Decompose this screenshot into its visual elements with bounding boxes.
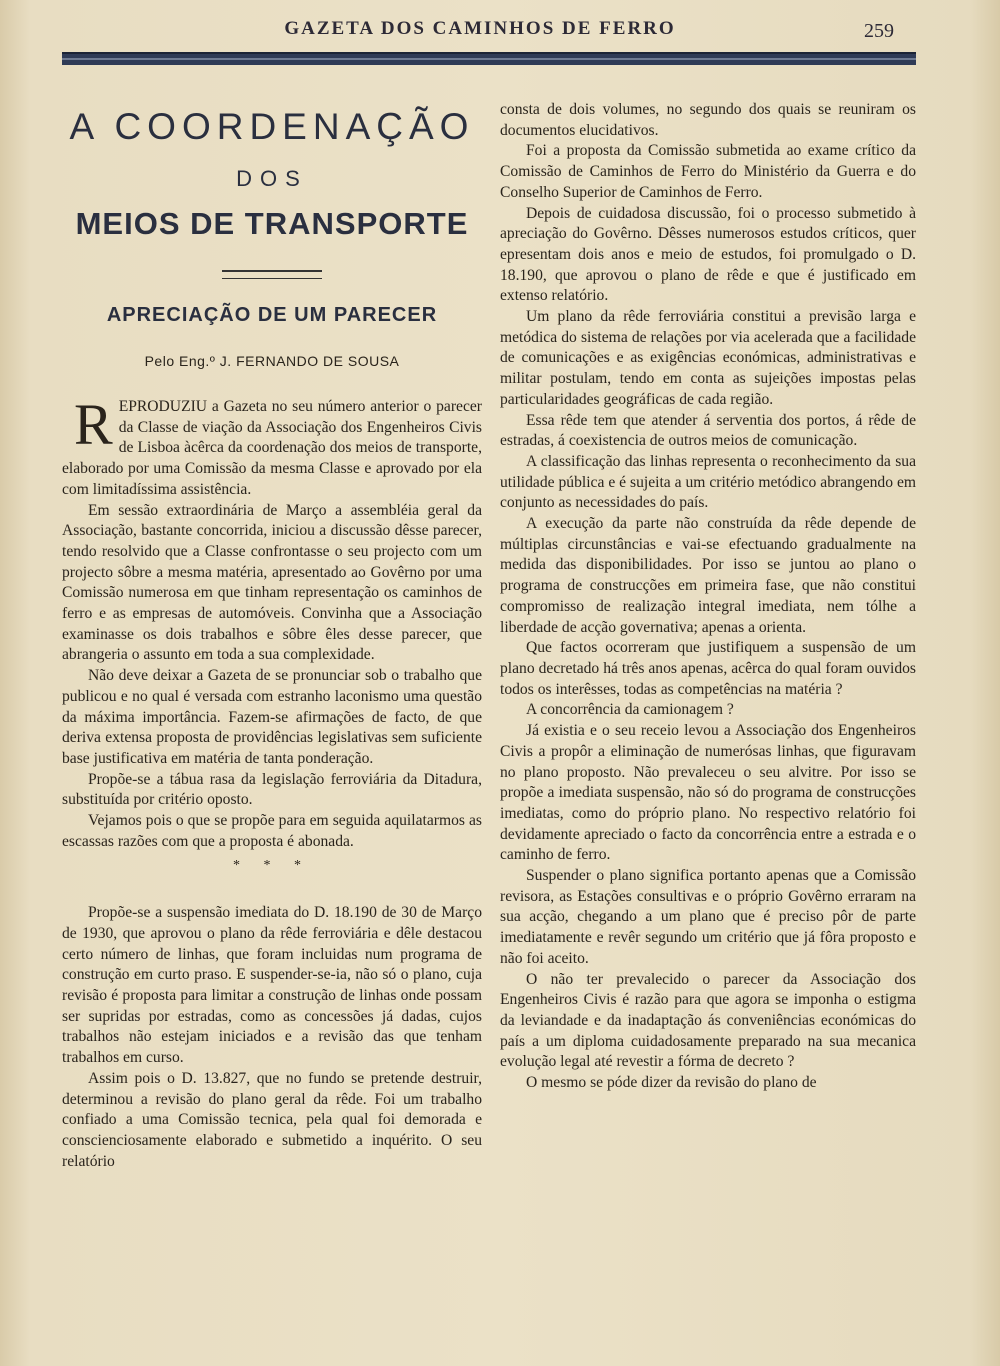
paragraph: O não ter prevalecido o parecer da Associação dos Engenheiros Civis é razão para que agora se imponha o estigma da leviandade e da inadaptação ás conveniências económicas do país a um diploma cuidadosamente preparado na sua mecanica evolução legal até revestir a fórma de decreto ? xyxy=(500,970,916,1071)
paragraph: Foi a proposta da Comissão submetida ao exame crítico da Comissão de Caminhos de Ferro do Ministério da Guerra e do Conselho Superior de Caminhos de Ferro. xyxy=(500,142,916,201)
article-title-line2: MEIOS DE TRANSPORTE xyxy=(75,206,469,241)
paragraph: A classificação das linhas representa o reconhecimento da sua utilidade pública e é sujeita a um critério metódico abrangendo em conjunto as necessidades do país. xyxy=(500,452,916,512)
paragraph: Em sessão extraordinária de Março a assembléia geral da Associação, bastante concorrida, iniciou a discussão dêsse parecer, tendo resolvido que a Classe confrontasse o seu projecto com um projecto sôbre a mesma matéria, apresentado ao Govêrno por uma Comissão numerosa em que tinham representação os caminhos de ferro e as empresas de automóveis. Convinha que a Associação examinasse os dois trabalhos e sôbre êles desse parecer, que abrangeria o assunto em toda a sua complexidade. xyxy=(62,501,482,664)
paragraph: Assim pois o D. 13.827, que no fundo se pretende destruir, determinou a revisão do plano geral da rêde. Foi um trabalho confiado a uma Comissão tecnica, pela qual foi demorada e conscienciosamente elaborado e submetido a inquérito. O seu relatório xyxy=(62,1069,482,1170)
paragraph-text: EPRODUZIU a Gazeta no seu número anterior o parecer da Classe de viação da Associação dos Engenheiros Civis de Lisboa àcêrca da coordenação dos meios de transporte, elaborado por uma Comissão da mesma Classe e aprovado por ela com limitadíssima assistência. xyxy=(62,398,482,498)
section-separator: * * * xyxy=(233,858,311,874)
page-number: 259 xyxy=(864,20,894,42)
paragraph: Propõe-se a suspensão imediata do D. 18.190 de 30 de Março de 1930, que aprovou o plano da rêde ferroviária e dêle destacou certo número de linhas, que foram incluidas num programa de construção em curto praso. E suspender-se-ia, não só o plano, cuja revisão é proposta para limitar a construção de linhas onde possam ser supridas por estradas, como as concessões já dadas, cujos trabalhos não estejam iniciados e a revisão das que tenham trabalhos em curso. xyxy=(62,904,482,1067)
paragraph: O mesmo se póde dizer da revisão do plano de xyxy=(526,1074,817,1092)
paragraph: Já existia e o seu receio levou a Associação dos Engenheiros Civis a propôr a eliminação de numerósas linhas, que figuravam no plano proposto. Não prevaleceu o seu alvitre. Por isso se propõe a imediata suspensão, não só do programa de construcções imediatas, como do próprio plano. No respectivo relatório foi devidamente apreciado o facto da concorrência entre a estrada e o caminho de ferro. xyxy=(500,722,916,864)
article-title-line1: A COORDENAÇÃO xyxy=(69,106,475,147)
paragraph: Que factos ocorreram que justifiquem a suspensão de um plano decretado há três anos apenas, acêrca do qual foram ouvidos todos os interêsses, todas as competências na matéria ? xyxy=(500,639,916,698)
paragraph: Um plano da rêde ferroviária constitui a previsão larga e metódica do sistema de relações por via acelerada que a facilidade de comunicações e as exigências económicas, administrativas e militar postulam, tendo em conta as sujeições impostas pelas particularidades geográficas de cada região. xyxy=(500,308,916,408)
journal-header-title: GAZETA DOS CAMINHOS DE FERRO xyxy=(284,18,676,39)
paragraph: Vejamos pois o que se propõe para em seguida aquilatarmos as escassas razões com que a proposta é abonada. xyxy=(62,812,482,850)
dropcap: R xyxy=(74,392,113,457)
header-rule xyxy=(62,52,916,65)
article-subtitle: APRECIAÇÃO DE UM PARECER xyxy=(106,304,438,326)
paragraph: A concorrência da camionagem ? xyxy=(526,701,734,719)
paragraph: Propõe-se a tábua rasa da legislação ferroviária da Ditadura, substituída por critério oposto. xyxy=(62,770,482,809)
paragraph: Essa rêde tem que atender á serventia dos portos, á rêde de estradas, á coexistencia de outros meios de comunicação. xyxy=(500,411,916,450)
left-body-text xyxy=(62,392,482,1172)
paragraph: Depois de cuidadosa discussão, foi o processo submetido à apreciação do Govêrno. Dêsses numerosos estudos críticos, quer epresentam dois anos e meio de estudos, foi promulgado o D. 18.190, que aprovou o plano de rêde e que é justificado em extenso relatório. xyxy=(500,204,916,305)
title-ornament-rule xyxy=(222,270,322,279)
left-column xyxy=(62,100,482,1172)
paragraph: consta de dois volumes, no segundo dos quais se reuniram os documentos elucidativos. xyxy=(500,101,916,139)
paragraph: Suspender o plano significa portanto apenas que a Comissão revisora, as Estações consultivas e o próprio Govêrno erraram na sua acção, chegando a um plano que é preciso pôr de parte imediatamente e revêr segundo um critério que já fôra proposto e não foi aceito. xyxy=(500,867,916,967)
article-title-dos: DOS xyxy=(236,166,308,191)
separator-spacer xyxy=(62,889,482,903)
right-column xyxy=(500,100,916,1094)
article-byline: Pelo Eng.º J. FERNANDO DE SOUSA xyxy=(144,353,400,369)
paragraph: Não deve deixar a Gazeta de se pronunciar sob o trabalho que publicou e no qual é versada com estranho laconismo uma questão da máxima importância. Fazem-se afirmações de facto, de que deriva extensa proposta de providências legislativas sem suficiente base justificativa em matéria de tanta ponderação. xyxy=(62,667,482,767)
first-paragraph xyxy=(62,392,482,501)
paragraph: A execução da parte não construída da rêde depende de múltiplas circunstâncias e vai-se efectuando gradualmente na medida das disponibilidades. Por isso se juntou ao plano o programa de construcções em primeira fase, que não constitui compromisso de realização integral imediata, nem tólhe a liberdade de acção governativa; apenas a orienta. xyxy=(500,515,916,636)
